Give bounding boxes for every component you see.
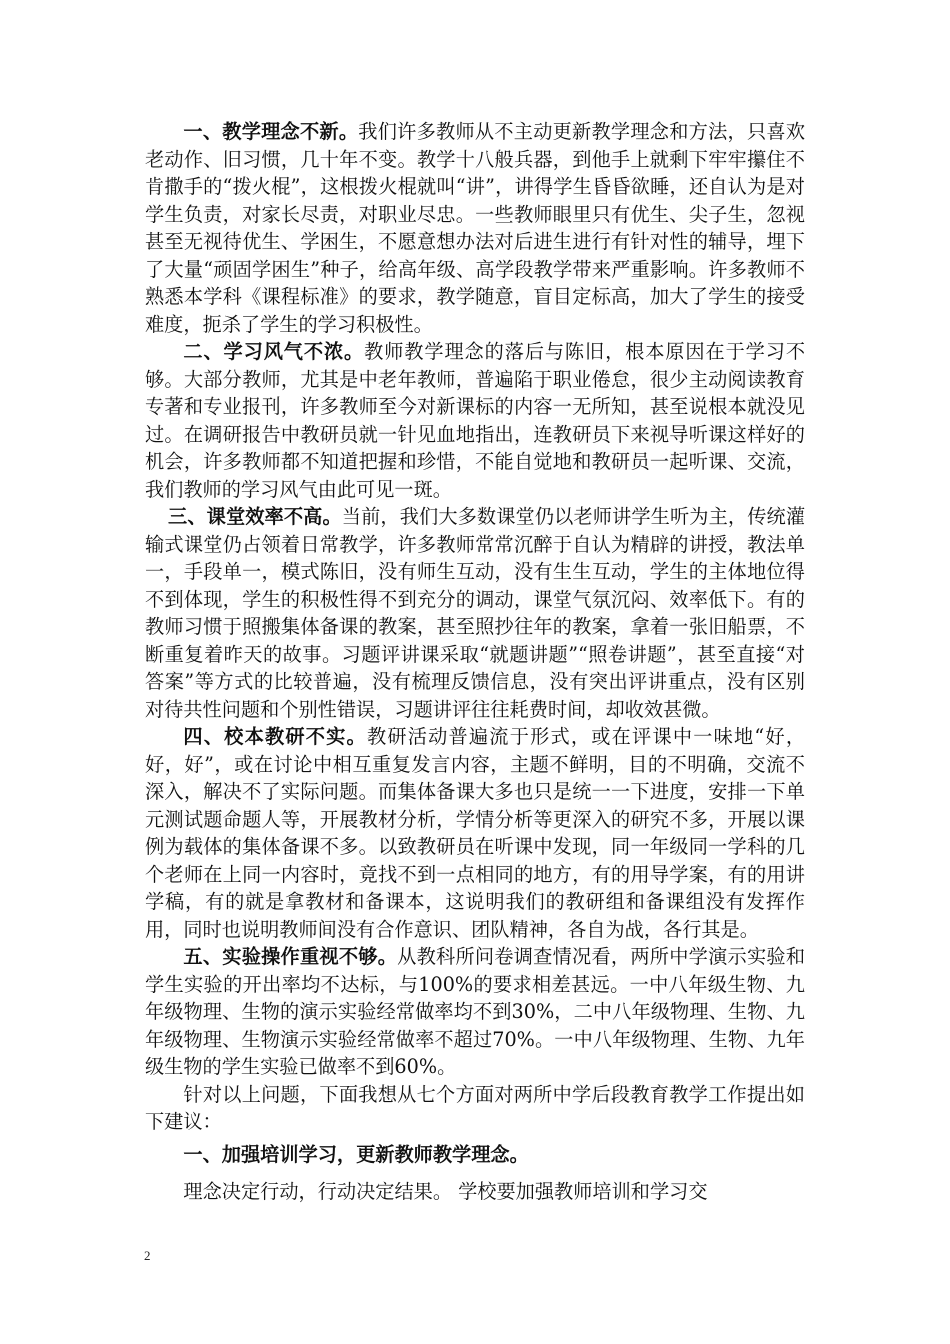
section-heading: 一、加强培训学习，更新教师教学理念。 bbox=[183, 1142, 529, 1166]
paragraph-lead: 三、课堂效率不高。 bbox=[168, 505, 342, 528]
paragraph-text: 教研活动普遍流于形式，或在评课中一味地“好，好，好”，或在讨论中相互重复发言内容，主题不鲜明，目的不明确，交流不深入，解决不了实际问题。而集体备课大多也只是统一一下进度，安排一下单元测试题命题人等，开展教材分析，学情分析等更深入的研究不多，开展以课例为载体的集体备课不多。以致教研员在听课中发现，同一年级同一学科的几个老师在上同一内容时，竟找不到一点相同的地方，有的用导学案，有的用讲学稿，有的就是拿教材和备课本，这说明我们的教研组和备课组没有发挥作用，同时也说明教师间没有合作意识、团队精神，各自为战，各行其是。 bbox=[145, 725, 806, 941]
paragraph-classroom-efficiency bbox=[145, 503, 805, 723]
paragraph-teaching-concept bbox=[145, 118, 805, 338]
paragraph-school-research bbox=[145, 723, 805, 943]
paragraph-lead: 四、校本教研不实。 bbox=[183, 725, 367, 748]
paragraph-lead: 二、学习风气不浓。 bbox=[183, 340, 365, 363]
paragraph-lead: 一、教学理念不新。 bbox=[183, 120, 359, 143]
paragraph-text: 针对以上问题，下面我想从七个方面对两所中学后段教育教学工作提出如下建议： bbox=[145, 1082, 805, 1133]
paragraph-lead: 五、实验操作重视不够。 bbox=[183, 945, 398, 968]
paragraph-experiments bbox=[145, 943, 805, 1081]
page-number: 2 bbox=[144, 1248, 151, 1263]
document-body bbox=[145, 118, 805, 1205]
paragraph-text: 教师教学理念的落后与陈旧，根本原因在于学习不够。大部分教师，尤其是中老年教师，普遍陷于职业倦怠，很少主动阅读教育专著和专业报刊，许多教师至今对新课标的内容一无所知，甚至说根本就没见过。在调研报告中教研员就一针见血地指出，连教研员下来视导听课这样好的机会，许多教师都不知道把握和珍惜，不能自觉地和教研员一起听课、交流，我们教师的学习风气由此可见一斑。 bbox=[145, 340, 806, 501]
paragraph-study-atmosphere bbox=[145, 338, 805, 503]
paragraph-text: 从教科所问卷调查情况看，两所中学演示实验和学生实验的开出率均不达标，与100%的要求相差甚远。一中八年级生物、九年级物理、生物的演示实验经常做率均不到30%，二中八年级物理、生物、九年级物理、生物演示实验经常做率不超过70%。一中八年级物理、生物、九年级生物的学生实验已做率不到60%。 bbox=[145, 945, 806, 1078]
paragraph-closing: 理念决定行动，行动决定结果。 学校要加强教师培训和学习交 bbox=[183, 1179, 708, 1203]
paragraph-text: 当前，我们大多数课堂仍以老师讲学生听为主，传统灌输式课堂仍占领着日常教学，许多教师常常沉醉于自认为精辟的讲授，教法单一，手段单一，模式陈旧，没有师生互动，没有生生互动，学生的主体地位得不到体现，学生的积极性得不到充分的调动，课堂气氛沉闷、效率低下。有的教师习惯于照搬集体备课的教案，甚至照抄往年的教案，拿着一张旧船票，不断重复着昨天的故事。习题评讲课采取“就题讲题”“照卷讲题”，甚至直接“对答案”等方式的比较普遍，没有梳理反馈信息，没有突出评讲重点，没有区别对待共性问题和个别性错误，习题讲评往往耗费时间，却收效甚微。 bbox=[145, 505, 806, 721]
paragraph-transition bbox=[145, 1081, 805, 1136]
paragraph-text: 我们许多教师从不主动更新教学理念和方法，只喜欢老动作、旧习惯，几十年不变。教学十八般兵器，到他手上就剩下牢牢攥住不肯撒手的“拨火棍”，这根拨火棍就叫“讲”，讲得学生昏昏欲睡，还自认为是对学生负责，对家长尽责，对职业尽忠。一些教师眼里只有优生、尖子生，忽视甚至无视待优生、学困生，不愿意想办法对后进生进行有针对性的辅导，埋下了大量“顽固学困生”种子，给高年级、高学段教学带来严重影响。许多教师不熟悉本学科《课程标准》的要求，教学随意，盲目定标高，加大了学生的接受难度，扼杀了学生的学习积极性。 bbox=[145, 120, 806, 336]
